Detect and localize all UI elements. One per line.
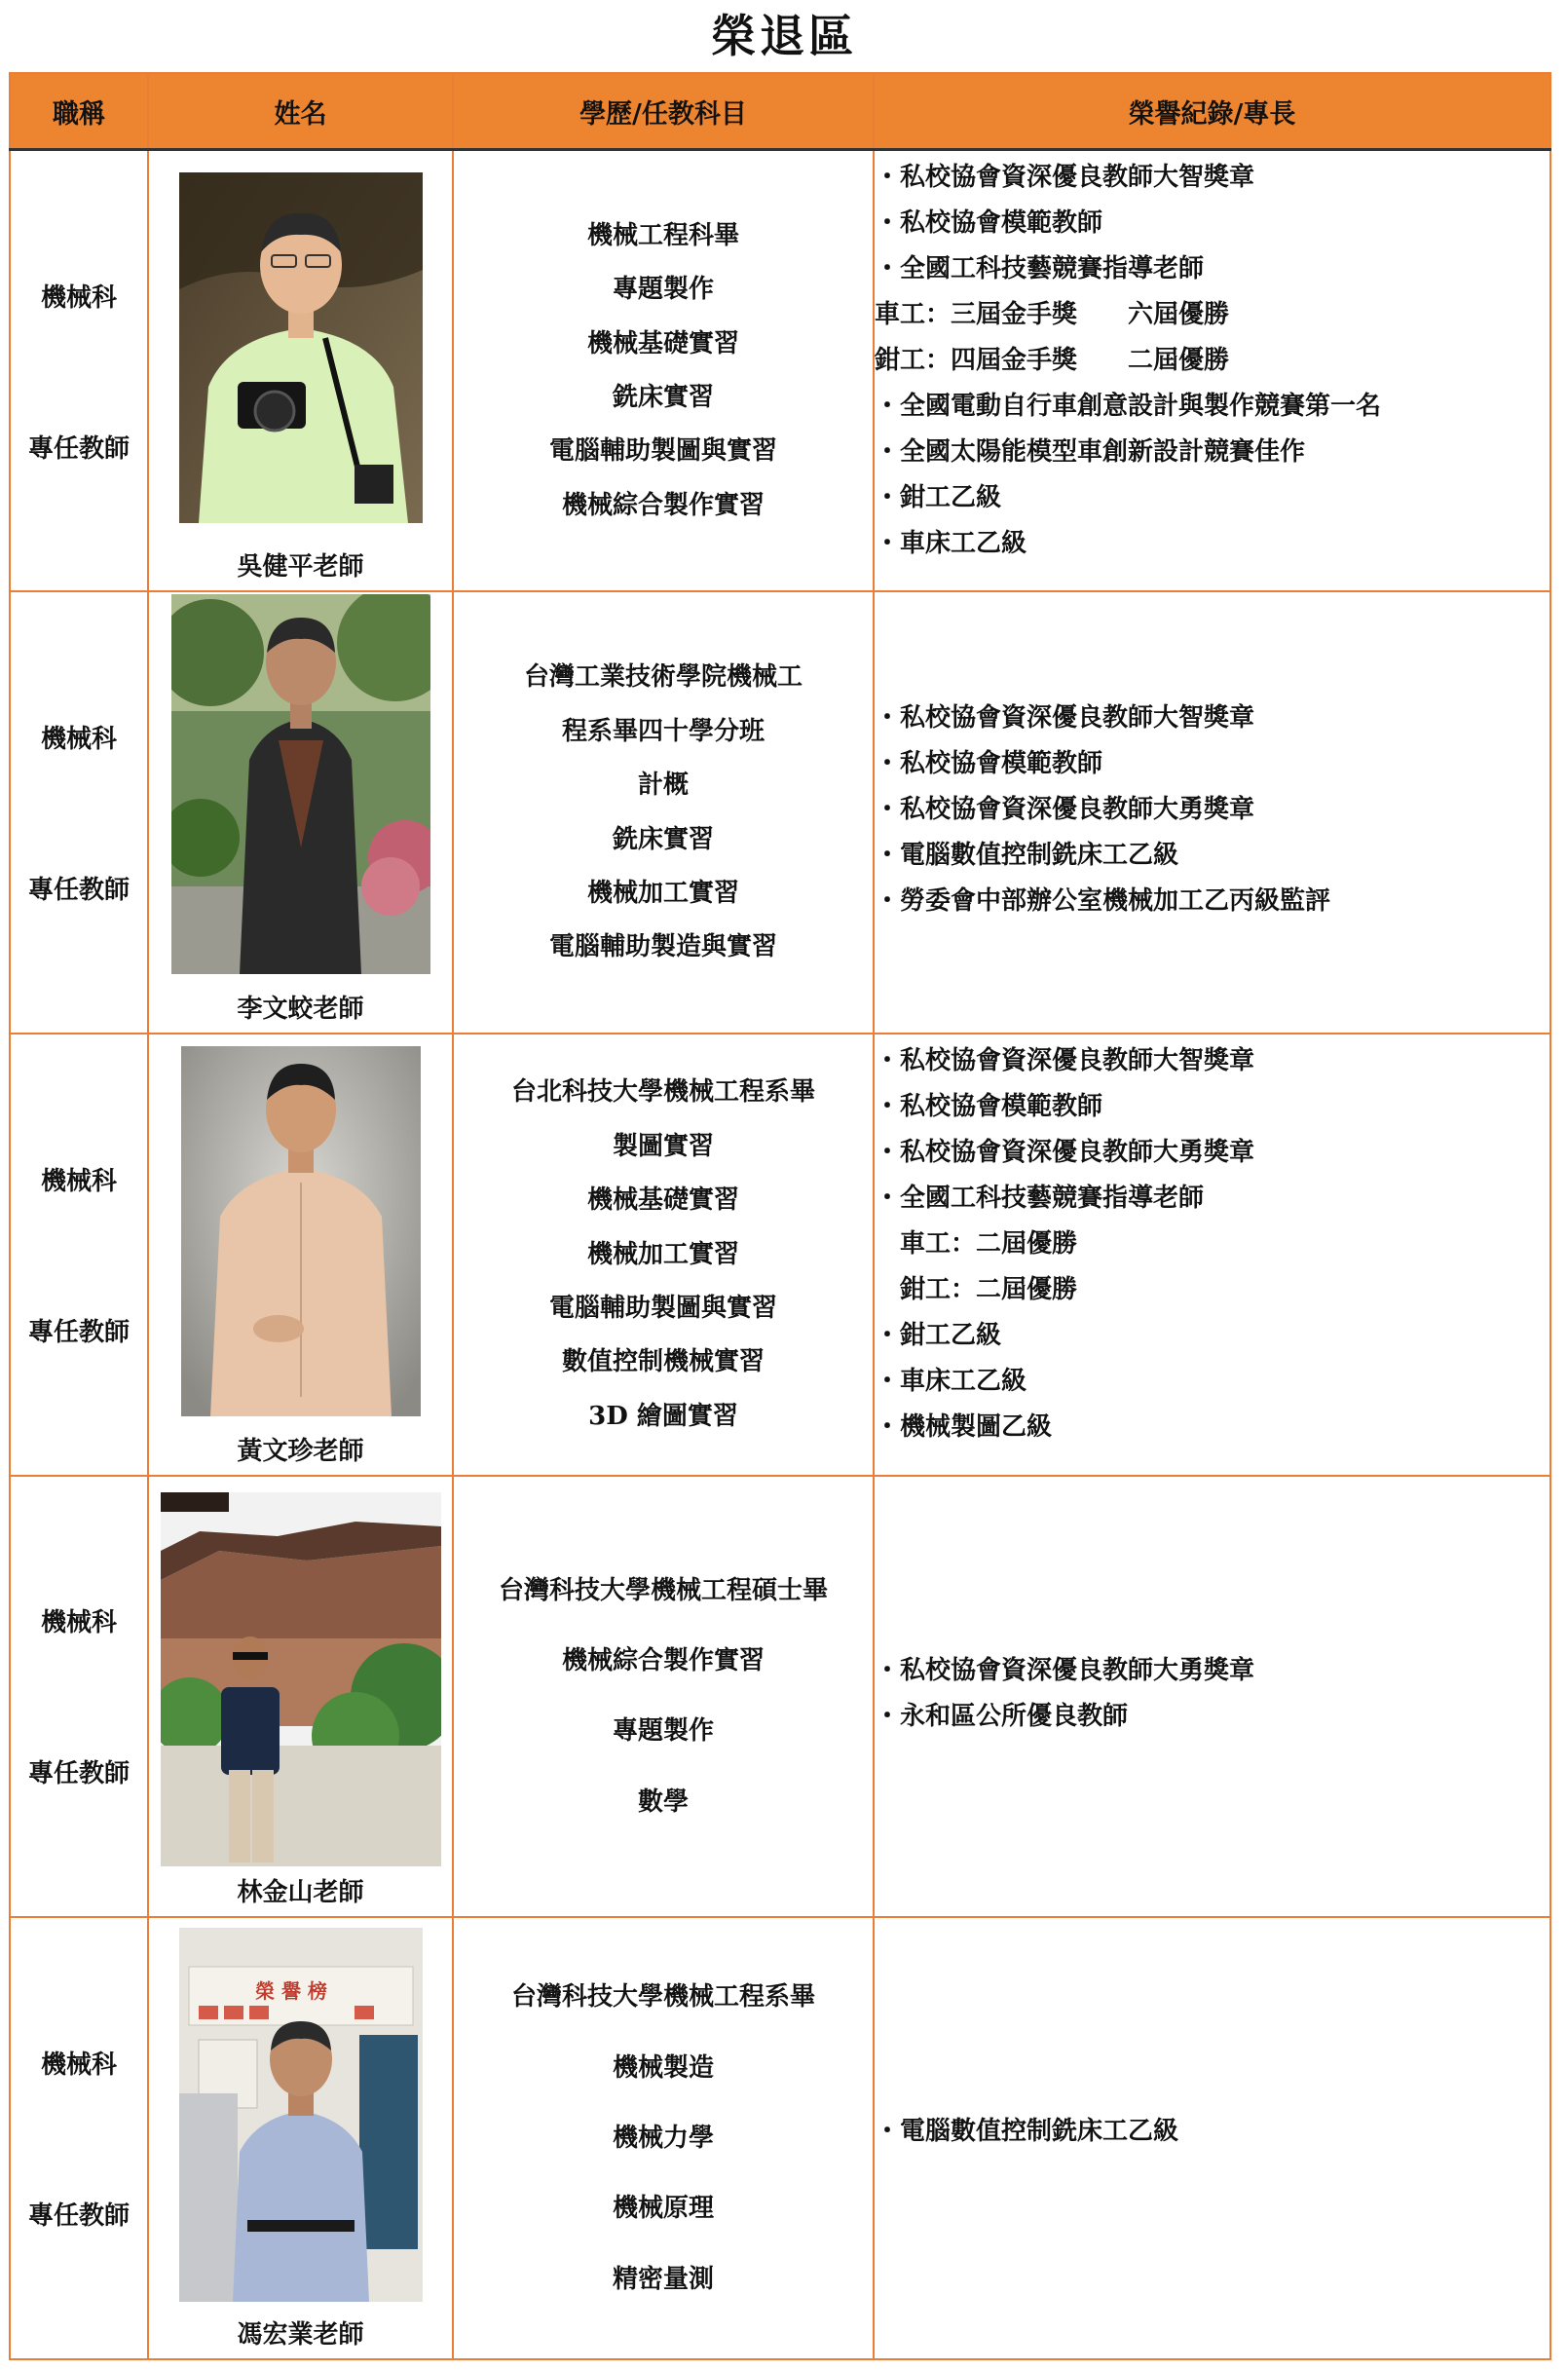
department-label: 機械科 <box>40 1608 117 1638</box>
title-cell <box>10 1917 148 2359</box>
education-line: 機械綜合製作實習 <box>561 1646 765 1676</box>
honor-line: ・私校協會資深優良教師大智獎章 <box>875 163 1255 192</box>
education-line: 台灣科技大學機械工程碩士畢 <box>498 1575 828 1605</box>
honor-line: ・私校協會資深優良教師大智獎章 <box>875 703 1255 734</box>
education-line: 機械綜合製作實習 <box>561 490 765 520</box>
education-line: 專題製作 <box>612 275 714 305</box>
table-row <box>10 1917 1550 2359</box>
honor-line: 車工：三屆金手獎 六屆優勝 <box>875 300 1230 329</box>
teacher-photo <box>181 1046 421 1416</box>
education-line: 專題製作 <box>612 1716 714 1747</box>
teacher-name: 吳健平老師 <box>237 552 364 583</box>
honor-line: ・機械製圖乙級 <box>875 1411 1053 1442</box>
honor-line: ・電腦數值控制銑床工乙級 <box>875 841 1179 871</box>
header-name: 姓名 <box>148 73 453 150</box>
honor-line: ・私校協會資深優良教師大勇獎章 <box>875 1655 1255 1685</box>
education-line: 機械原理 <box>612 2194 714 2224</box>
education-cell <box>453 1476 874 1918</box>
honor-line: ・全國電動自行車創意設計與製作競賽第一名 <box>875 392 1382 421</box>
teacher-name: 馮宏業老師 <box>237 2320 364 2350</box>
title-cell <box>10 150 148 592</box>
education-line: 機械基礎實習 <box>586 328 739 358</box>
name-cell <box>148 591 453 1034</box>
education-line: 機械力學 <box>612 2123 714 2153</box>
retirement-table <box>9 72 1551 2360</box>
name-cell <box>148 1034 453 1476</box>
table-row <box>10 591 1550 1034</box>
honor-line: ・全國工科技藝競賽指導老師 <box>875 1183 1205 1213</box>
honor-line: ・車床工乙級 <box>875 529 1027 558</box>
name-cell <box>148 1917 453 2359</box>
table-row <box>10 150 1550 592</box>
role-label: 專任教師 <box>27 1317 130 1347</box>
header-honors: 榮譽紀錄/專長 <box>874 73 1550 150</box>
page-title: 榮退區 <box>711 10 857 62</box>
department-label: 機械科 <box>40 725 117 755</box>
department-label: 機械科 <box>40 282 117 313</box>
education-line: 機械工程科畢 <box>586 220 739 250</box>
education-line: 台灣科技大學機械工程系畢 <box>510 1982 815 2013</box>
title-cell <box>10 1476 148 1918</box>
title-cell <box>10 591 148 1034</box>
education-cell <box>453 591 874 1034</box>
honor-line: ・私校協會資深優良教師大智獎章 <box>875 1045 1255 1075</box>
education-line: 台灣工業技術學院機械工 <box>523 662 803 693</box>
honor-line: 鉗工：四屆金手獎 二屆優勝 <box>875 346 1230 375</box>
honor-line: ・勞委會中部辦公室機械加工乙丙級監評 <box>875 886 1331 917</box>
teacher-name: 黃文珍老師 <box>237 1436 364 1466</box>
honor-line: ・鉗工乙級 <box>875 483 1002 512</box>
honor-line: ・全國太陽能模型車創新設計競賽佳作 <box>875 437 1306 467</box>
education-cell <box>453 1917 874 2359</box>
education-line: 數學 <box>637 1787 689 1817</box>
honor-line: ・永和區公所優良教師 <box>875 1701 1129 1731</box>
education-line: 機械製造 <box>612 2052 714 2083</box>
honor-line: ・私校協會模範教師 <box>875 1091 1103 1121</box>
role-label: 專任教師 <box>27 1759 130 1789</box>
role-label: 專任教師 <box>27 876 130 906</box>
education-line: 3D 繪圖實習 <box>588 1401 738 1431</box>
education-line: 機械加工實習 <box>586 878 739 908</box>
education-line: 精密量測 <box>612 2264 714 2294</box>
honor-line: ・全國工科技藝競賽指導老師 <box>875 254 1205 283</box>
education-line: 數值控制機械實習 <box>561 1347 765 1377</box>
header-title: 職稱 <box>10 73 148 150</box>
title-cell <box>10 1034 148 1476</box>
teacher-photo <box>179 172 423 523</box>
honor-line: 鉗工：二屆優勝 <box>875 1274 1078 1304</box>
education-line: 程系畢四十學分班 <box>561 716 765 746</box>
department-label: 機械科 <box>40 1166 117 1196</box>
name-cell <box>148 150 453 592</box>
header-education: 學歷/任教科目 <box>453 73 874 150</box>
honor-line: ・私校協會模範教師 <box>875 208 1103 238</box>
honor-line: ・私校協會資深優良教師大勇獎章 <box>875 1137 1255 1167</box>
honor-line: ・電腦數值控制銑床工乙級 <box>875 2117 1179 2147</box>
education-line: 銑床實習 <box>612 383 714 413</box>
education-line: 製圖實習 <box>612 1131 714 1161</box>
role-label: 專任教師 <box>27 2201 130 2232</box>
honor-line: ・私校協會資深優良教師大勇獎章 <box>875 795 1255 825</box>
education-line: 台北科技大學機械工程系畢 <box>510 1077 815 1108</box>
honor-board-sign: 榮 譽 榜 <box>254 1979 327 2004</box>
education-line: 計概 <box>637 771 689 801</box>
honor-line: ・車床工乙級 <box>875 1366 1027 1396</box>
education-line: 機械加工實習 <box>586 1239 739 1269</box>
teacher-photo <box>171 594 430 974</box>
teacher-name: 林金山老師 <box>237 1878 364 1908</box>
department-label: 機械科 <box>40 2050 117 2081</box>
honors-cell <box>874 591 1550 1034</box>
name-cell <box>148 1476 453 1918</box>
education-line: 銑床實習 <box>612 824 714 854</box>
teacher-photo <box>161 1492 441 1866</box>
teacher-name: 李文蛟老師 <box>237 994 364 1024</box>
teacher-photo <box>179 1928 423 2302</box>
table-header-row <box>10 73 1550 150</box>
honor-line: 車工：二屆優勝 <box>875 1228 1078 1259</box>
education-line: 機械基礎實習 <box>586 1185 739 1216</box>
honor-line: ・鉗工乙級 <box>875 1320 1002 1350</box>
education-line: 電腦輔助製圖與實習 <box>548 436 777 467</box>
education-cell <box>453 150 874 592</box>
honors-cell <box>874 1034 1550 1476</box>
education-cell <box>453 1034 874 1476</box>
honors-cell <box>874 150 1550 592</box>
role-label: 專任教師 <box>27 433 130 464</box>
education-line: 電腦輔助製造與實習 <box>548 932 777 962</box>
education-line: 電腦輔助製圖與實習 <box>548 1293 777 1323</box>
honors-cell <box>874 1917 1550 2359</box>
table-row <box>10 1476 1550 1918</box>
honor-line: ・私校協會模範教師 <box>875 749 1103 779</box>
honors-cell <box>874 1476 1550 1918</box>
table-row <box>10 1034 1550 1476</box>
